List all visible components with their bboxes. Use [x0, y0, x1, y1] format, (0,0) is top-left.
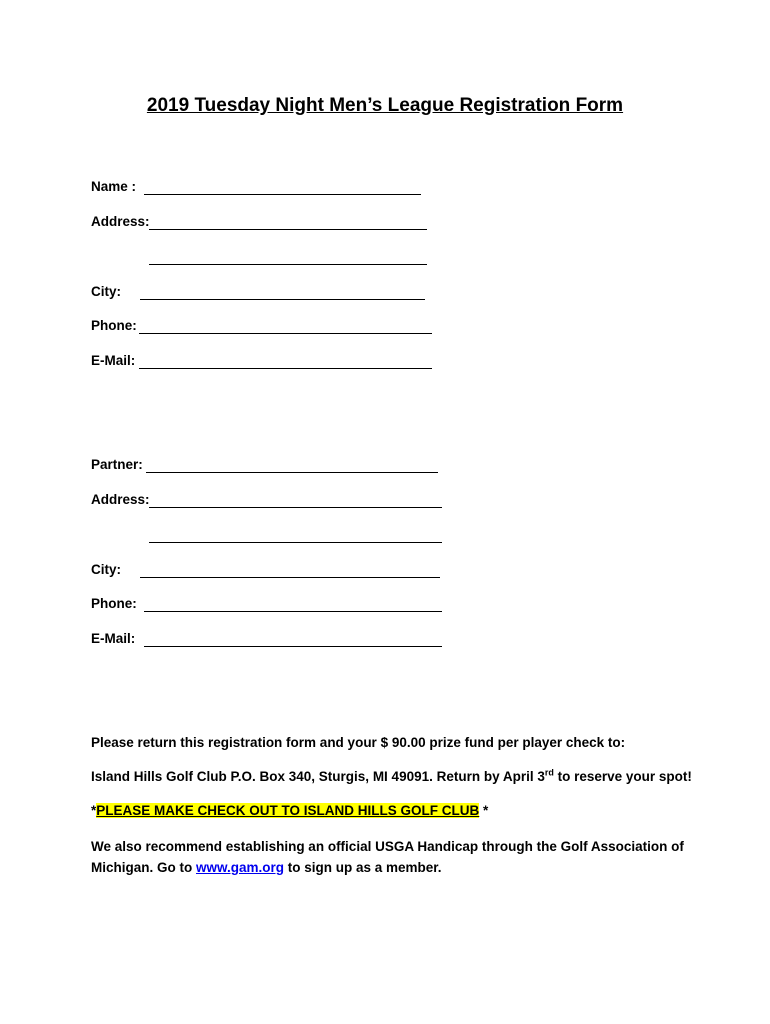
address-line2-blank-line: [149, 264, 427, 265]
mailing-address: [91, 767, 692, 787]
address-blank-line: [149, 229, 427, 230]
email-blank-line: [139, 368, 432, 369]
partner-address-blank-line: [149, 507, 442, 508]
check-payable-highlight: PLEASE MAKE CHECK OUT TO ISLAND HILLS GOLF CLUB: [96, 803, 480, 818]
partner-phone-label: Phone:: [91, 596, 137, 611]
check-note-suffix: *: [479, 803, 489, 818]
partner-email-label: E-Mail:: [91, 631, 136, 646]
handicap-text-line2-end: to sign up as a member.: [284, 860, 442, 875]
partner-address-label: Address:: [91, 492, 150, 507]
partner-label: Partner:: [91, 457, 143, 472]
handicap-recommendation-line2: [91, 858, 442, 878]
partner-city-blank-line: [140, 577, 440, 578]
address-label: Address:: [91, 214, 150, 229]
handicap-text-line2: Michigan. Go to: [91, 860, 196, 875]
handicap-text-line1: We also recommend establishing an official USGA Handicap through the Golf Association of: [91, 839, 684, 854]
handicap-recommendation: [91, 837, 684, 857]
name-blank-line: [144, 194, 421, 195]
gam-website-link[interactable]: www.gam.org: [196, 860, 285, 875]
partner-city-label: City:: [91, 562, 121, 577]
date-ordinal-suffix: rd: [544, 767, 554, 778]
partner-address-line2-blank-line: [149, 542, 442, 543]
email-label: E-Mail:: [91, 353, 136, 368]
reserve-spot-text: to reserve your spot!: [553, 769, 692, 784]
form-title: 2019 Tuesday Night Men’s League Registration Form: [146, 95, 624, 116]
phone-blank-line: [139, 333, 432, 334]
city-blank-line: [140, 299, 425, 300]
name-label: Name :: [91, 179, 137, 194]
check-note-prefix: *: [91, 803, 97, 818]
partner-email-blank-line: [144, 646, 442, 647]
partner-blank-line: [146, 472, 438, 473]
mailing-address-text: Island Hills Golf Club P.O. Box 340, Sturgis, MI 49091. Return by April 3: [91, 769, 545, 784]
check-payable-note: [91, 801, 488, 821]
phone-label: Phone:: [91, 318, 137, 333]
return-instructions-text: Please return this registration form and your $ 90.00 prize fund per player check to:: [91, 735, 626, 750]
return-instructions: [91, 733, 625, 753]
city-label: City:: [91, 284, 121, 299]
partner-phone-blank-line: [144, 611, 442, 612]
